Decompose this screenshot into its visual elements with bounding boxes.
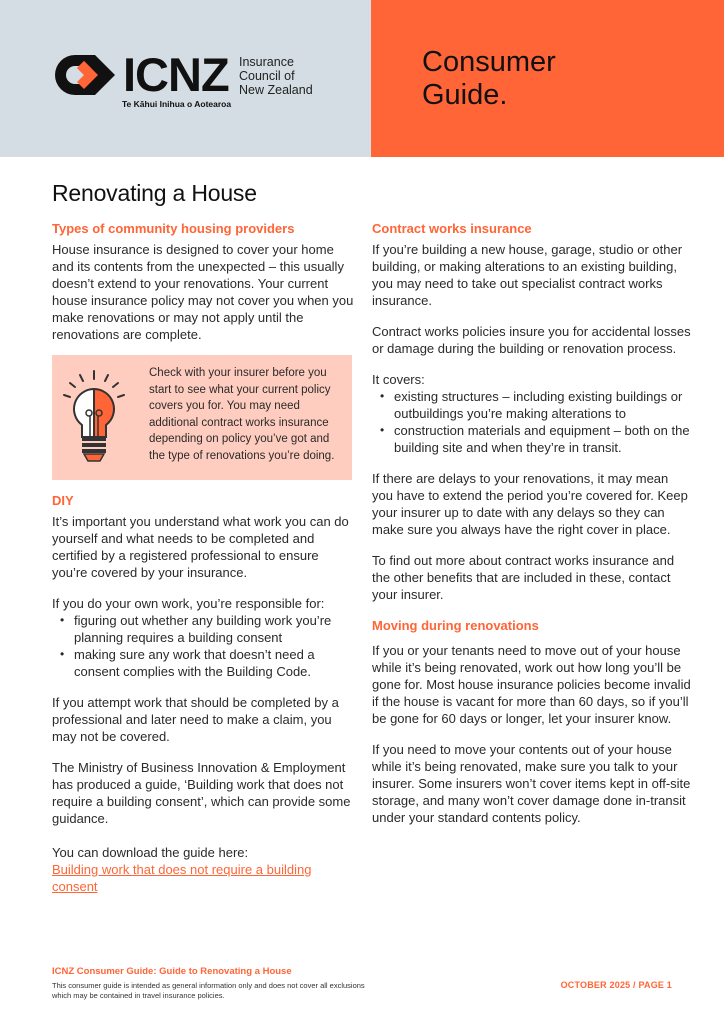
guide-title-line1: Consumer [422, 46, 556, 78]
list-item: • existing structures – including existing buildings or outbuildings you’re making alterations to [380, 388, 692, 422]
logo-fullname-line3: New Zealand [239, 83, 313, 97]
footer-title: ICNZ Consumer Guide: Guide to Renovating a House [52, 966, 292, 977]
intro-paragraph: House insurance is designed to cover your home and its contents from the unexpected – this usually doesn’t extend to your renovations. Your current house insurance policy may not cover you when you make renovations or may not apply until the renovations are complete. [52, 242, 354, 342]
contract-works-paragraph-3: If there are delays to your renovations, it may mean you have to extend the period you’re covered for. Keep your insurer up to date with any delays so they can make sure you always have the right cover in place. [372, 471, 688, 537]
diy-paragraph-2: If you attempt work that should be completed by a professional and later need to make a claim, you may not be covered. [52, 695, 339, 744]
list-item: • figuring out whether any building work you’re planning requires a building consent [60, 612, 357, 646]
contract-works-heading: Contract works insurance [372, 221, 532, 236]
diy-list-intro: If you do your own work, you’re responsible for: [52, 596, 325, 611]
moving-paragraph-2: If you need to move your contents out of your house while it’s being renovated, make sure you talk to your insurer. Some insurers won’t cover items kept in off-site storage, and many won’t cover damage done in-transit under your standard contents policy. [372, 742, 691, 825]
covers-list [372, 388, 692, 456]
header-title-panel [371, 0, 724, 157]
intro-heading: Types of community housing providers [52, 221, 295, 236]
contract-works-paragraph-4: To find out more about contract works insurance and the other benefits that are included in these, contact your insurer. [372, 553, 675, 602]
icnz-logo-mark-icon [55, 55, 117, 95]
lightbulb-icon [62, 367, 126, 465]
list-item: • construction materials and equipment – both on the building site and when they’re in transit. [380, 422, 692, 456]
footer-disclaimer: This consumer guide is intended as general information only and does not cover all exclusions which may be contained in travel insurance policies. [52, 981, 365, 1000]
logo-fullname [239, 55, 313, 97]
page-title: Renovating a House [52, 180, 257, 206]
diy-paragraph-1: It’s important you understand what work you can do yourself and what needs to be completed and certified by a registered professional to ensure you’re covered by your insurance. [52, 514, 349, 580]
footer-page-label: OCTOBER 2025 / PAGE 1 [560, 980, 672, 990]
moving-heading: Moving during renovations [372, 618, 539, 633]
page-header [0, 0, 724, 157]
diy-paragraph-3: The Ministry of Business Innovation & Employment has produced a guide, ‘Building work that does not require a building consent’, which can provide some guidance. [52, 760, 351, 826]
icnz-logo [55, 48, 325, 111]
list-item: • making sure any work that doesn’t need a consent complies with the Building Code. [60, 646, 357, 680]
covers-list-intro: It covers: [372, 372, 425, 387]
right-column [372, 220, 692, 840]
mbie-guide-link[interactable]: Building work that does not require a building consent [52, 862, 312, 894]
moving-paragraph-1: If you or your tenants need to move out of your house while it’s being renovated, work out how long you’ll be gone for. Most house insurance policies become invalid if the house is vacant for more than 60 days, so if you’ll be gone for 60 days or longer, let your insurer know. [372, 643, 691, 726]
diy-heading: DIY [52, 493, 74, 508]
header-logo-panel [0, 0, 371, 157]
logo-maori-name: Te Kāhui Inihua o Aotearoa [122, 99, 232, 109]
contract-works-paragraph-2: Contract works policies insure you for accidental losses or damage during the building or renovation process. [372, 324, 691, 356]
tip-callout [52, 355, 352, 480]
contract-works-paragraph-1: If you’re building a new house, garage, studio or other building, or making alterations to an existing building, you may need to take out specialist contract works insurance. [372, 242, 683, 308]
logo-fullname-line2: Council of [239, 69, 295, 83]
tip-text: Check with your insurer before you start to see what your current policy covers you for. You may need additional contract works insurance depending on policy you’ve got and the type of renovations you’re doing. [149, 367, 335, 462]
logo-wordmark: ICNZ [123, 48, 229, 101]
guide-title-line2: Guide. [422, 79, 508, 111]
download-intro: You can download the guide here: [52, 845, 249, 860]
diy-responsibilities-list [52, 612, 357, 680]
left-column [52, 220, 357, 895]
guide-title [422, 46, 556, 112]
logo-fullname-line1: Insurance [239, 55, 294, 69]
